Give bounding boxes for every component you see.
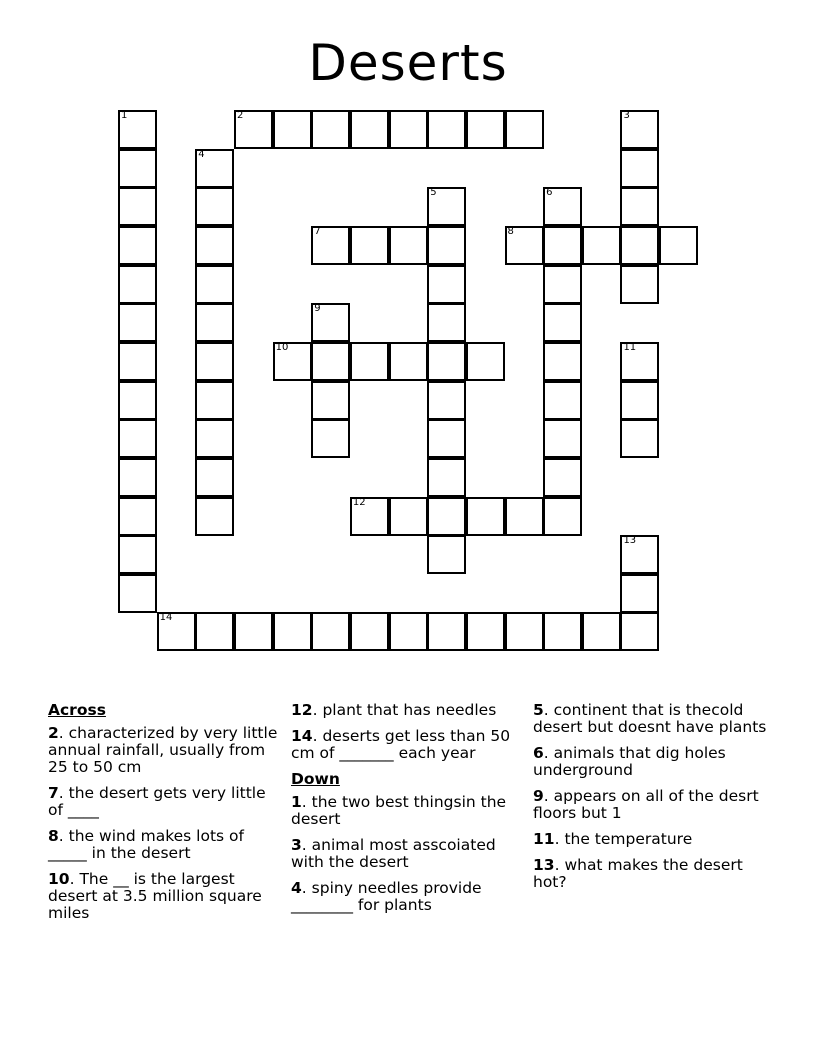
grid-cell[interactable] [505, 226, 544, 265]
grid-cell[interactable] [118, 458, 157, 497]
grid-cell[interactable] [427, 226, 466, 265]
grid-cell[interactable] [118, 497, 157, 536]
grid-cell[interactable] [118, 265, 157, 304]
grid-cell[interactable] [427, 612, 466, 651]
clue-down-11: 11. the temperature [533, 830, 693, 848]
grid-cell[interactable] [157, 612, 196, 651]
grid-cell[interactable] [620, 149, 659, 188]
grid-cell[interactable] [582, 612, 621, 651]
grid-cell[interactable] [466, 110, 505, 149]
clues-column-1 [48, 702, 284, 931]
grid-cell[interactable] [350, 612, 389, 651]
clues-column-3 [533, 702, 769, 900]
clue-across-12: 12. plant that has needles [291, 701, 497, 719]
clue-number: 11 [623, 341, 637, 353]
grid-cell[interactable] [118, 110, 157, 149]
grid-cell[interactable] [427, 265, 466, 304]
grid-cell[interactable] [620, 612, 659, 651]
grid-cell[interactable] [195, 381, 234, 420]
grid-cell[interactable] [118, 535, 157, 574]
grid-cell[interactable] [427, 303, 466, 342]
clue-number: 9 [314, 303, 321, 315]
grid-cell[interactable] [195, 419, 234, 458]
grid-cell[interactable] [118, 342, 157, 381]
grid-cell[interactable] [118, 303, 157, 342]
clue-across-8: 8. the wind makes lots of _____ in the desert [48, 827, 244, 862]
grid-cell[interactable] [118, 419, 157, 458]
grid-cell[interactable] [195, 612, 234, 651]
grid-cell[interactable] [389, 342, 428, 381]
grid-cell[interactable] [543, 265, 582, 304]
grid-cell[interactable] [195, 342, 234, 381]
clue-down-5: 5. continent that is thecold desert but doesnt have plants [533, 701, 767, 736]
grid-cell[interactable] [620, 574, 659, 613]
clue-across-2: 2. characterized by very little annual rainfall, usually from 25 to 50 cm [48, 724, 278, 776]
grid-cell[interactable] [118, 574, 157, 613]
grid-cell[interactable] [311, 226, 350, 265]
grid-cell[interactable] [620, 110, 659, 149]
grid-cell[interactable] [311, 303, 350, 342]
down-heading: Down [291, 770, 340, 788]
clue-across-14: 14. deserts get less than 50 cm of _______ each year [291, 727, 511, 762]
grid-cell[interactable] [659, 226, 698, 265]
grid-cell[interactable] [195, 303, 234, 342]
clue-number: 4 [198, 148, 205, 160]
clue-down-9: 9. appears on all of the desrt floors but 1 [533, 787, 759, 822]
across-heading: Across [48, 701, 106, 719]
grid-cell[interactable] [505, 612, 544, 651]
grid-cell[interactable] [505, 497, 544, 536]
grid-cell[interactable] [118, 187, 157, 226]
grid-cell[interactable] [620, 535, 659, 574]
clues-column-2 [291, 702, 527, 923]
grid-cell[interactable] [195, 226, 234, 265]
grid-cell[interactable] [505, 110, 544, 149]
clue-number: 3 [623, 110, 630, 121]
grid-cell[interactable] [350, 110, 389, 149]
grid-cell[interactable] [195, 187, 234, 226]
grid-cell[interactable] [273, 612, 312, 651]
grid-cell[interactable] [427, 458, 466, 497]
grid-cell[interactable] [389, 497, 428, 536]
clue-number: 2 [236, 110, 244, 121]
grid-cell[interactable] [311, 612, 350, 651]
grid-cell[interactable] [427, 381, 466, 420]
grid-cell[interactable] [543, 458, 582, 497]
grid-cell[interactable] [427, 535, 466, 574]
grid-cell[interactable] [543, 342, 582, 381]
clue-number: 10 [275, 341, 289, 353]
clue-across-10: 10. The __ is the largest desert at 3.5 million square miles [48, 870, 262, 922]
grid-cell[interactable] [620, 265, 659, 304]
grid-cell[interactable] [620, 187, 659, 226]
grid-cell[interactable] [311, 110, 350, 149]
grid-cell[interactable] [350, 497, 389, 536]
grid-cell[interactable] [543, 303, 582, 342]
grid-cell[interactable] [466, 342, 505, 381]
grid-cell[interactable] [118, 226, 157, 265]
clue-number: 5 [430, 187, 437, 199]
grid-cell[interactable] [195, 458, 234, 497]
grid-cell[interactable] [350, 342, 389, 381]
grid-cell[interactable] [620, 419, 659, 458]
grid-cell[interactable] [234, 612, 273, 651]
clue-down-4: 4. spiny needles provide ________ for plants [291, 879, 482, 914]
grid-cell[interactable] [620, 381, 659, 420]
clue-number: 13 [623, 535, 637, 547]
clue-number: 6 [546, 187, 553, 199]
grid-cell[interactable] [427, 342, 466, 381]
puzzle-title: Deserts [308, 34, 508, 92]
grid-cell[interactable] [427, 187, 466, 226]
grid-cell[interactable] [311, 419, 350, 458]
grid-cell[interactable] [427, 110, 466, 149]
clue-number: 7 [314, 225, 321, 237]
grid-cell[interactable] [234, 110, 273, 149]
clue-number: 14 [159, 612, 173, 624]
grid-cell[interactable] [195, 497, 234, 536]
grid-cell[interactable] [427, 419, 466, 458]
grid-cell[interactable] [118, 381, 157, 420]
grid-cell[interactable] [582, 226, 621, 265]
clue-number: 8 [507, 225, 514, 237]
grid-cell[interactable] [427, 497, 466, 536]
clue-down-13: 13. what makes the desert hot? [533, 856, 743, 891]
grid-cell[interactable] [273, 342, 312, 381]
clue-across-7: 7. the desert gets very little of ____ [48, 784, 266, 819]
grid-cell[interactable] [543, 187, 582, 226]
grid-cell[interactable] [543, 497, 582, 536]
grid-cell[interactable] [389, 226, 428, 265]
grid-cell[interactable] [543, 612, 582, 651]
grid-cell[interactable] [311, 342, 350, 381]
clue-down-3: 3. animal most asscoiated with the desert [291, 836, 496, 871]
grid-cell[interactable] [389, 110, 428, 149]
grid-cell[interactable] [466, 497, 505, 536]
grid-cell[interactable] [543, 226, 582, 265]
grid-cell[interactable] [311, 381, 350, 420]
clue-number: 1 [121, 110, 128, 121]
grid-cell[interactable] [195, 265, 234, 304]
grid-cell[interactable] [620, 226, 659, 265]
grid-cell[interactable] [389, 612, 428, 651]
grid-cell[interactable] [543, 419, 582, 458]
grid-cell[interactable] [543, 381, 582, 420]
clue-down-1: 1. the two best thingsin the desert [291, 793, 507, 828]
clue-down-6: 6. animals that dig holes underground [533, 744, 726, 779]
grid-cell[interactable] [195, 149, 234, 188]
grid-cell[interactable] [466, 612, 505, 651]
grid-cell[interactable] [118, 149, 157, 188]
grid-cell[interactable] [620, 342, 659, 381]
grid-cell[interactable] [273, 110, 312, 149]
grid-cell[interactable] [350, 226, 389, 265]
clue-number: 12 [352, 496, 366, 508]
